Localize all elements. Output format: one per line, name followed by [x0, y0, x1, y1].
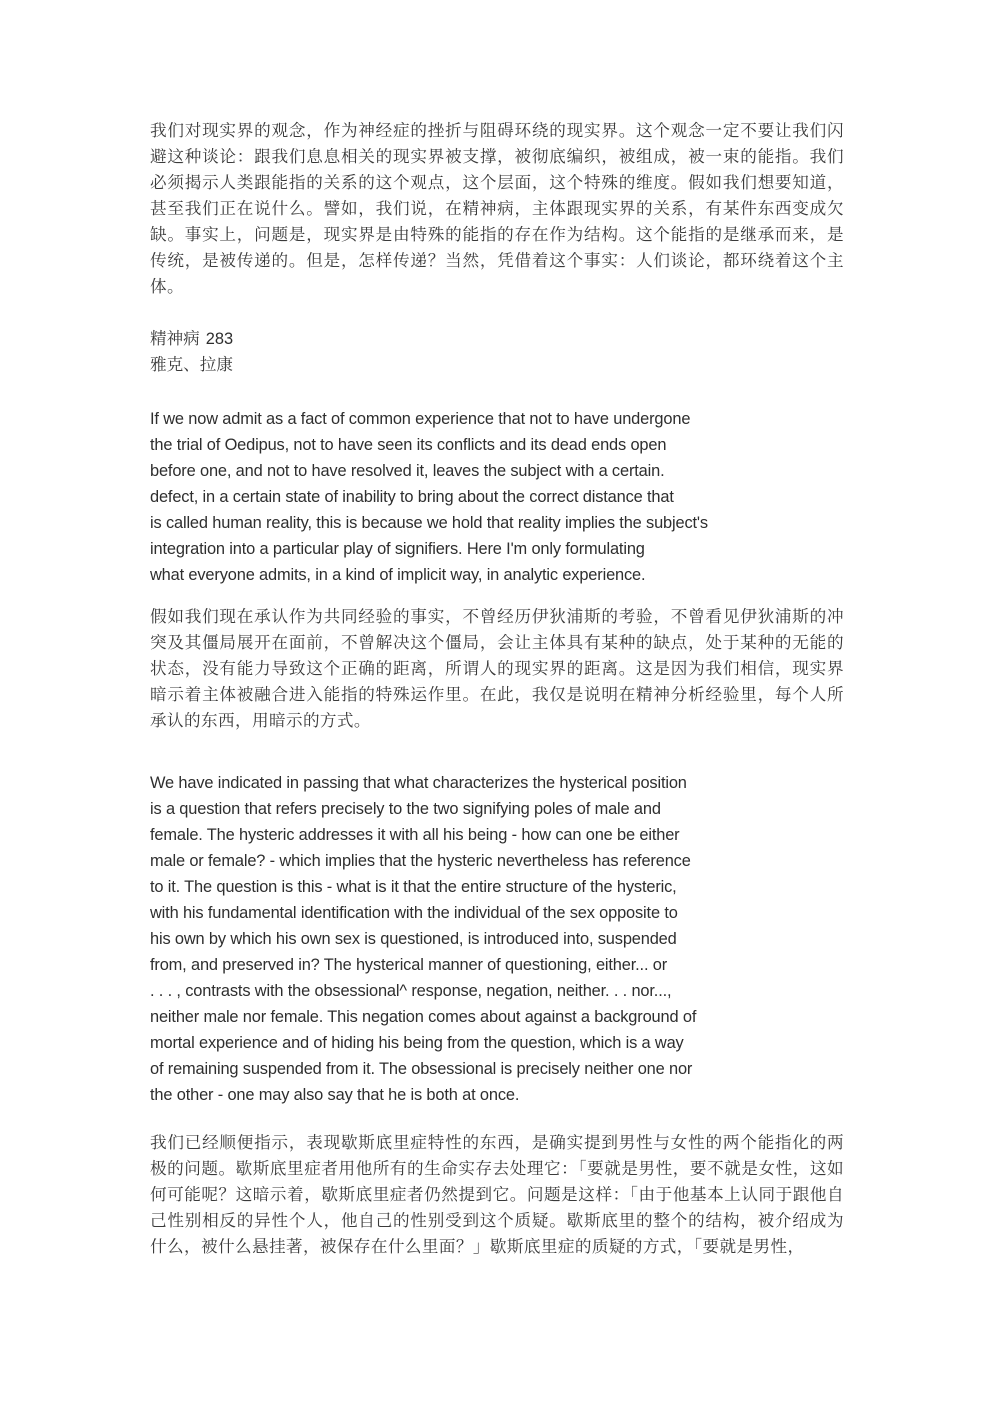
paragraph-english-oedipus [150, 406, 708, 588]
paragraph-chinese-hysteric: 我们已经顺便指示，表现歇斯底里症特性的东西，是确实提到男性与女性的两个能指化的两极的问题。歇斯底里症者用他所有的生命实存去处理它：「要就是男性，要不就是女性，这如何可能呢？这暗示着，歇斯底里症者仍然提到它。问题是这样：「由于他基本上认同于跟他自己性别相反的异性个人，他自己的性别受到这个质疑。歇斯底里的整个的结构，被介绍成为什么，被什么悬挂著，被保存在什么里面？」歇斯底里症的质疑的方式，「要就是男性， [150, 1133, 844, 1256]
paragraph-chinese-oedipus: 假如我们现在承认作为共同经验的事实，不曾经历伊狄浦斯的考验，不曾看见伊狄浦斯的冲突及其僵局展开在面前，不曾解决这个僵局，会让主体具有某种的缺点，处于某种的无能的状态，没有能力导致这个正确的距离，所谓人的现实界的距离。这是因为我们相信，现实界暗示着主体被融合进入能指的特殊运作里。在此，我仅是说明在精神分析经验里，每个人所承认的东西，用暗示的方式。 [150, 607, 844, 730]
text-line: to it. The question is this - what is it that the entire structure of the hysteric, [150, 878, 677, 896]
text-line: of remaining suspended from it. The obsessional is precisely neither one nor [150, 1060, 693, 1078]
paragraph-chinese-reality: 我们对现实界的观念，作为神经症的挫折与阻碍环绕的现实界。这个观念一定不要让我们闪避这种谈论：跟我们息息相关的现实界被支撑，被彻底编织，被组成，被一束的能指。我们必须揭示人类跟能指的关系的这个观点，这个层面，这个特殊的维度。假如我们想要知道，甚至我们正在说什么。譬如，我们说，在精神病，主体跟现实界的关系，有某件东西变成欠缺。事实上，问题是，现实界是由特殊的能指的存在作为结构。这个能指的是继承而来，是传统，是被传递的。但是，怎样传递？当然，凭借着这个事实：人们谈论，都环绕着这个主体。 [150, 121, 844, 296]
text-line: integration into a particular play of signifiers. Here I'm only formulating [150, 540, 645, 558]
text-line: . . . , contrasts with the obsessional^ response, negation, neither. . . nor..., [150, 982, 672, 1000]
text-line: what everyone admits, in a kind of implicit way, in analytic experience. [150, 566, 646, 584]
text-line: defect, in a certain state of inability to bring about the correct distance that [150, 488, 674, 506]
text-line: the trial of Oedipus, not to have seen its conflicts and its dead ends open [150, 436, 667, 454]
section-line [150, 326, 233, 352]
text-line: female. The hysteric addresses it with all his being - how can one be either [150, 826, 680, 844]
text-line: neither male nor female. This negation comes about against a background of [150, 1008, 697, 1026]
paragraph-english-hysteric [150, 770, 696, 1108]
text-line: is a question that refers precisely to the two signifying poles of male and [150, 800, 661, 818]
text-line: before one, and not to have resolved it, leaves the subject with a certain. [150, 462, 665, 480]
text-line: We have indicated in passing that what characterizes the hysterical position [150, 774, 687, 792]
page-number: 283 [205, 330, 234, 348]
page-header-info [150, 326, 233, 378]
author-name: 雅克、拉康 [150, 355, 233, 374]
text-line: the other - one may also say that he is both at once. [150, 1086, 520, 1104]
text-line: from, and preserved in? The hysterical manner of questioning, either... or [150, 956, 668, 974]
text-line: male or female? - which implies that the hysteric nevertheless has reference [150, 852, 691, 870]
section-title: 精神病 [150, 329, 200, 348]
text-line: is called human reality, this is because we hold that reality implies the subject's [150, 514, 708, 532]
text-line: mortal experience and of hiding his being from the question, which is a way [150, 1034, 684, 1052]
text-line: If we now admit as a fact of common experience that not to have undergone [150, 410, 691, 428]
text-line: his own by which his own sex is questioned, is introduced into, suspended [150, 930, 677, 948]
text-line: with his fundamental identification with the individual of the sex opposite to [150, 904, 678, 922]
